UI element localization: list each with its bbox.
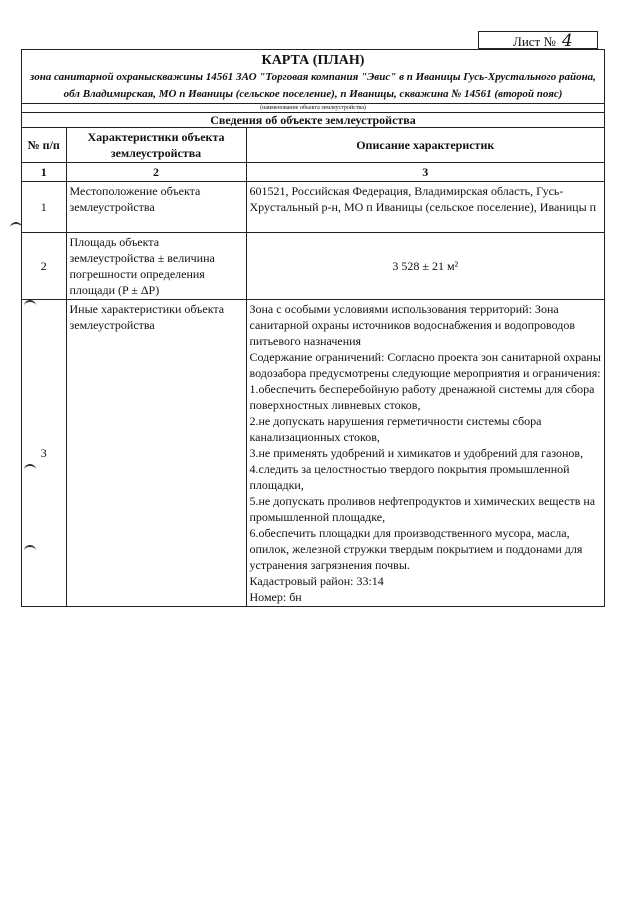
sheet-number-box [478, 31, 598, 49]
scan-mark-icon [24, 464, 36, 472]
description-line: 2.не допускать нарушения герметичности системы сбора канализационных стоков, [249, 414, 542, 444]
table-row [22, 182, 604, 233]
document-subtitle: зона санитарной охраныскважины 14561 ЗАО "Торговая компания "Эвис" в п Иваницы Гусь-Хрустального района, обл Владимирская, МО п Иваницы (сельское поселение), п Иваницы, скважина № 14561 (второй пояс) [30, 71, 596, 100]
document-form [21, 49, 605, 607]
row-description: 601521, Российская Федерация, Владимирская область, Гусь-Хрустальный р-н, МО п Иваницы (сельское поселение), Иваницы п [246, 182, 604, 233]
row-description: 3 528 ± 21 м² [246, 233, 604, 300]
description-line: Номер: бн [249, 590, 302, 604]
row-characteristic: Местоположение объекта землеустройства [66, 182, 246, 233]
description-line: 3.не применять удобрений и химикатов и удобрений для газонов, [249, 446, 584, 460]
scan-mark-icon [24, 300, 36, 308]
description-line: Содержание ограничений: Согласно проекта зон санитарной охраны водозабора предусмотрены следующие мероприятия и ограничения: [249, 350, 601, 380]
row-characteristic: Площадь объекта землеустройства ± величина погрешности определения площади (P ± ΔP) [66, 233, 246, 300]
scan-mark-icon [10, 222, 22, 230]
column-number: 3 [246, 163, 604, 182]
section-title: Сведения об объекте землеустройства [22, 112, 604, 128]
description-line: 4.следить за целостностью твердого покрытия промышленной площадки, [249, 462, 570, 492]
table-row [22, 233, 604, 300]
description-line: 1.обеспечить бесперебойную работу дренажной системы для сбора поверхностных ливневых стоков, [249, 382, 595, 412]
sheet-number: 4 [561, 31, 573, 51]
scan-mark-icon [24, 545, 36, 553]
document-caption: (наименование объекта землеустройства) [22, 103, 604, 112]
column-number: 1 [22, 163, 66, 182]
characteristics-table [22, 128, 604, 606]
row-number: 3 [22, 300, 66, 607]
description-line: 5.не допускать проливов нефтепродуктов и химических веществ на промышленной площадке, [249, 494, 596, 524]
document-title: КАРТА (ПЛАН) [261, 53, 365, 68]
row-number: 1 [22, 182, 66, 233]
column-header: № п/п [22, 128, 66, 163]
row-characteristic: Иные характеристики объекта землеустройства [66, 300, 246, 607]
row-description [246, 300, 604, 607]
row-number: 2 [22, 233, 66, 300]
table-header-row [22, 128, 604, 163]
description-line: 6.обеспечить площадки для производственного мусора, масла, опилок, железной стружки твердым покрытием и поддонами для устранения загрязнения почвы. [249, 526, 583, 572]
description-line: Зона с особыми условиями использования территорий: Зона санитарной охраны источников водоснабжения и водопроводов питьевого назначения [249, 302, 576, 348]
column-number: 2 [66, 163, 246, 182]
document-header [22, 50, 604, 112]
sheet-label: Лист № [513, 34, 556, 49]
table-row [22, 300, 604, 607]
column-header: Характеристики объекта землеустройства [66, 128, 246, 163]
column-number-row [22, 163, 604, 182]
column-header: Описание характеристик [246, 128, 604, 163]
description-line: Кадастровый район: 33:14 [249, 574, 384, 588]
